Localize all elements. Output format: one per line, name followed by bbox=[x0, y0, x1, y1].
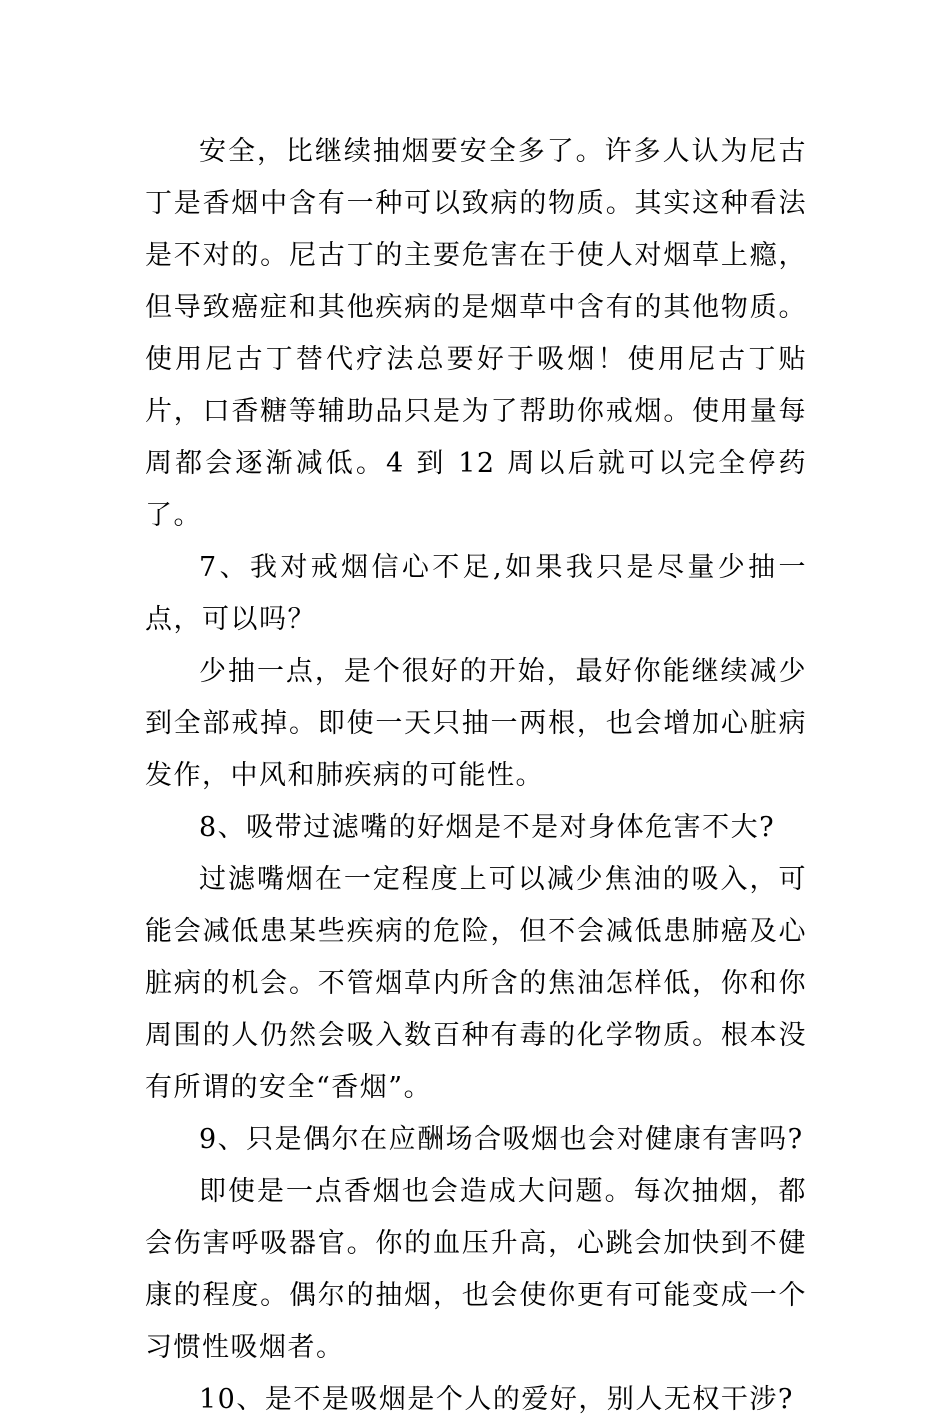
question-10: 10、是不是吸烟是个人的爱好，别人无权干涉? bbox=[199, 1384, 794, 1415]
question-7: 7、我对戒烟信心不足,如果我只是尽量少抽一点，可以吗？ bbox=[145, 552, 807, 635]
question-8: 8、吸带过滤嘴的好烟是不是对身体危害不大? bbox=[199, 812, 776, 843]
question-9: 9、只是偶尔在应酬场合吸烟也会对健康有害吗? bbox=[199, 1124, 804, 1155]
document-body bbox=[145, 126, 807, 1426]
answer-8: 过滤嘴烟在一定程度上可以减少焦油的吸入，可能会减低患某些疾病的危险，但不会减低患肺癌及心脏病的机会。不管烟草内所含的焦油怎样低，你和你周围的人仍然会吸入数百种有毒的化学物质。根本没有所谓的安全“香烟”。 bbox=[145, 864, 807, 1103]
answer-7: 少抽一点，是个很好的开始，最好你能继续减少到全部戒掉。即使一天只抽一两根，也会增加心脏病发作，中风和肺疾病的可能性。 bbox=[145, 656, 807, 791]
answer-9: 即使是一点香烟也会造成大问题。每次抽烟，都会伤害呼吸器官。你的血压升高，心跳会加快到不健康的程度。偶尔的抽烟，也会使你更有可能变成一个习惯性吸烟者。 bbox=[145, 1176, 807, 1363]
paragraph-nicotine-safety: 安全，比继续抽烟要安全多了。许多人认为尼古丁是香烟中含有一种可以致病的物质。其实这种看法是不对的。尼古丁的主要危害在于使人对烟草上瘾，但导致癌症和其他疾病的是烟草中含有的其他物质。使用尼古丁替代疗法总要好于吸烟！使用尼古丁贴片，口香糖等辅助品只是为了帮助你戒烟。使用量每周都会逐渐减低。4 到 12 周以后就可以完全停药了。 bbox=[145, 136, 807, 531]
